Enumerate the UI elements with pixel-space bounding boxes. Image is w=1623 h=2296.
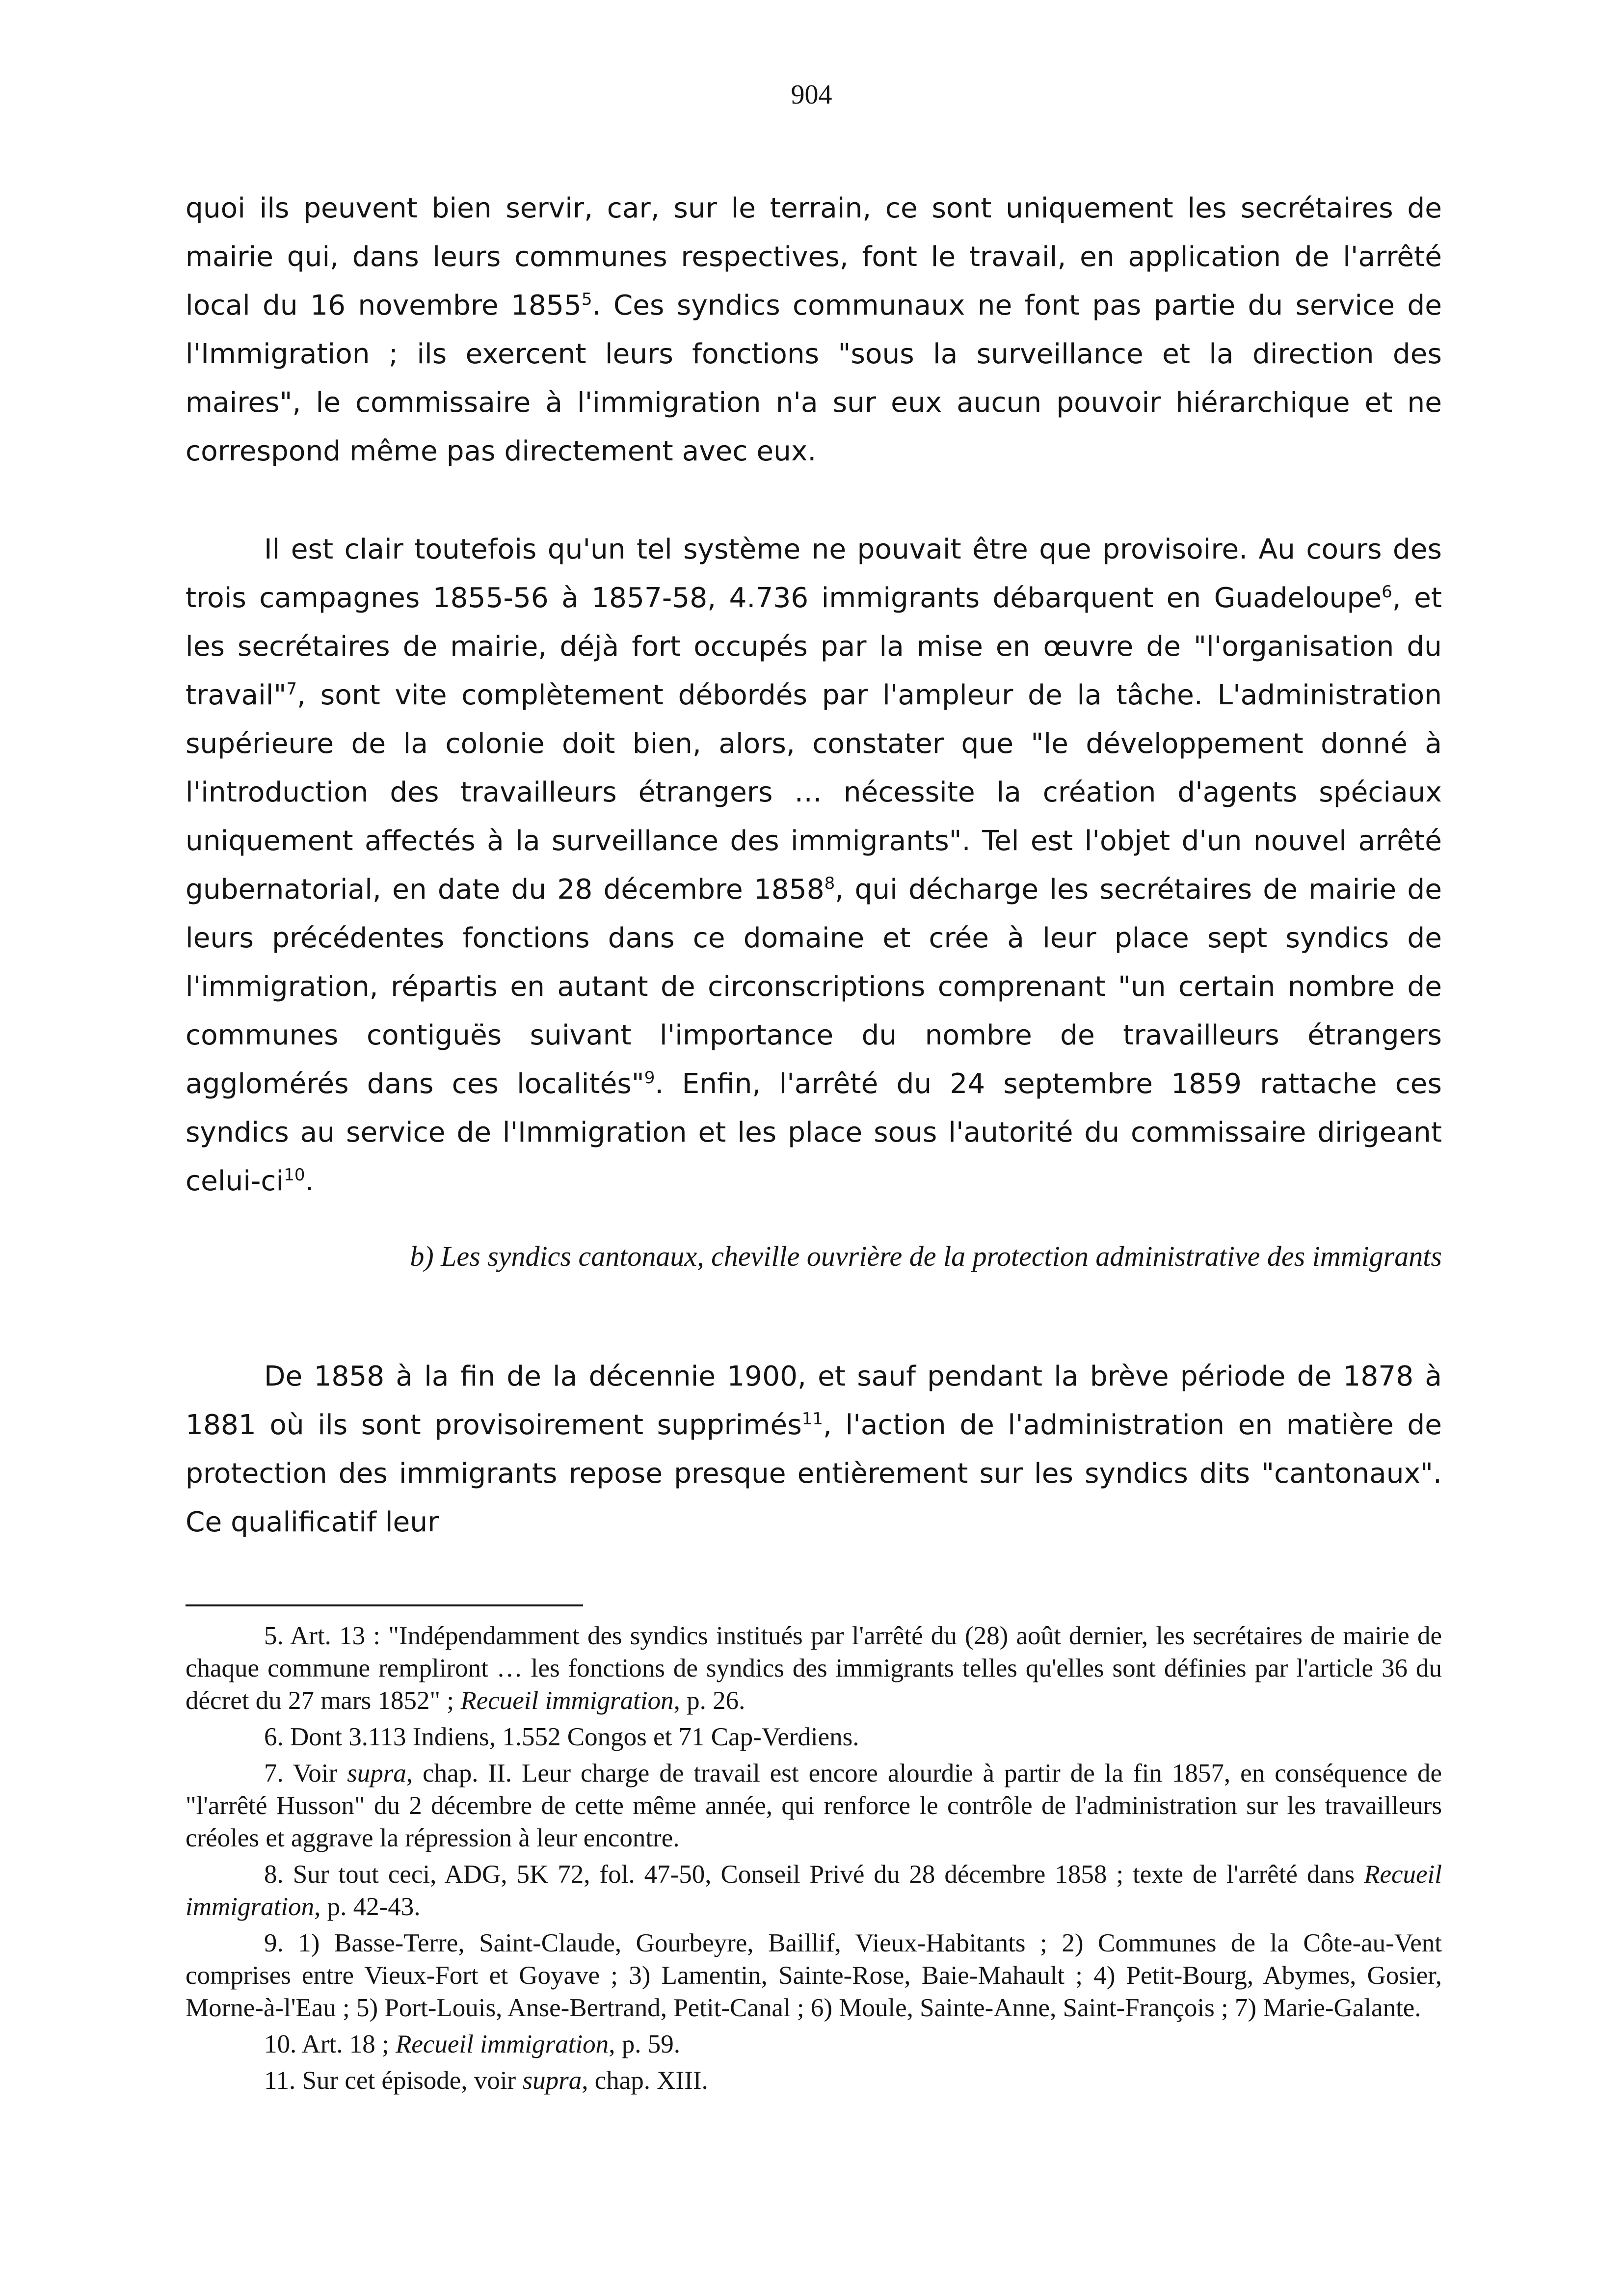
paragraph-2: Il est clair toutefois qu'un tel système ne pouvait être que provisoire. Au cours des trois campagnes 1855-56 à 1857-58, 4.736 immigrants débarquent en Guadeloupe$^6$, et les secrétaires de mairie, déjà fort occupés par la mise en œuvre de "l'organisation du travail"$^7$, sont vite complètement débordés par l'ampleur de la tâche. L'administration supérieure de la colonie doit bien, alors, constater que "le développement donné à l'introduction des travailleurs étrangers … nécessite la création d'agents spéciaux uniquement affectés à la surveillance des immigrants". Tel est l'objet d'un nouvel arrêté gubernatorial, en date du 28 décembre 1858$^8$, qui décharge les secrétaires de mairie de leurs précédentes fonctions dans ce domaine et crée à leur place sept syndics de l'immigration, répartis en autant de circonscriptions comprenant "un certain nombre de communes contiguës suivant l'importance du nombre de travailleurs étrangers agglomérés dans ces localités"$^9$. Enfin, l'arrêté du 24 septembre 1859 rattache ces syndics au service de l'Immigration et les place sous l'autorité du commissaire dirigeant celui-$ci^{10}$. bbox=[186, 534, 1442, 1197]
footnote-ref-7[interactable]: 7 bbox=[286, 679, 297, 699]
footnote-separator bbox=[186, 1604, 583, 1606]
footnote-ref-5[interactable]: 5 bbox=[581, 290, 592, 310]
paragraph-1: quoi ils peuvent bien servir, car, sur le terrain, ce sont uniquement les secrétaires de mairie qui, dans leurs communes respectives, font le travail, en application de l'arrêté local du 16 novembre 1855$^5$. Ces syndics communaux ne font pas partie du service de l'Immigration ; ils exercent leurs fonctions "sous la surveillance et la direction des maires", le commissaire à l'immigration n'a sur eux aucun pouvoir hiérarchique et ne correspond même pas directement avec eux. bbox=[186, 192, 1442, 467]
footnotes bbox=[186, 1620, 1442, 2101]
footnote-ref-8[interactable]: 8 bbox=[824, 874, 835, 894]
footnote-11: 11. Sur cet épisode, voir supra, chap. XIII. bbox=[264, 2066, 708, 2095]
footnote-ref-11[interactable]: 11 bbox=[801, 1409, 823, 1429]
footnote-ref-6[interactable]: 6 bbox=[1382, 582, 1392, 602]
footnote-ref-10[interactable]: 10 bbox=[284, 1165, 305, 1185]
footnote-9: 9. 1) Basse-Terre, Saint-Claude, Gourbeyre, Baillif, Vieux-Habitants ; 2) Communes de la Côte-au-Vent comprises entre Vieux-Fort et Goyave ; 3) Lamentin, Sainte-Rose, Baie-Mahault ; 4) Petit-Bourg, Abymes, Gosier, Morne-à-l'Eau ; 5) Port-Louis, Anse-Bertrand, Petit-Canal ; 6) Moule, Sainte-Anne, Saint-François ; 7) Marie-Galante. bbox=[186, 1929, 1442, 2022]
footnote-10: 10. Art. 18 ; Recueil immigration, p. 59. bbox=[264, 2030, 680, 2058]
footnote-8: 8. Sur tout ceci, ADG, 5K 72, fol. 47-50, Conseil Privé du 28 décembre 1858 ; texte de l'arrêté dans Recueil immigration, p. 42-43. bbox=[186, 1860, 1442, 1921]
footnote-ref-9[interactable]: 9 bbox=[644, 1068, 655, 1088]
section-subheading: b) Les syndics cantonaux, cheville ouvrière de la protection administrative des immigrants bbox=[410, 1240, 1442, 1272]
footnote-5: 5. Art. 13 : "Indépendamment des syndics institués par l'arrêté du (28) août dernier, les secrétaires de mairie de chaque commune rempliront … les fonctions de syndics des immigrants telles qu'elles sont définies par l'article 36 du décret du 27 mars 1852" ; Recueil immigration, p. 26. bbox=[186, 1622, 1442, 1715]
page-number: 904 bbox=[791, 80, 832, 110]
footnote-6: 6. Dont 3.113 Indiens, 1.552 Congos et 71 Cap-Verdiens. bbox=[264, 1723, 859, 1751]
paragraph-3: De 1858 à la fin de la décennie 1900, et sauf pendant la brève période de 1878 à 1881 où ils sont provisoirement supprimés$^{11}$, l'action de l'administration en matière de protection des immigrants repose presque entièrement sur les syndics dits "cantonaux". Ce qualificatif leur bbox=[186, 1361, 1442, 1538]
footnote-7: 7. Voir supra, chap. II. Leur charge de travail est encore alourdie à partir de la fin 1857, en conséquence de "l'arrêté Husson" du 2 décembre de cette même année, qui renforce le contrôle de l'administration sur les travailleurs créoles et aggrave la répression à leur encontre. bbox=[186, 1759, 1442, 1852]
